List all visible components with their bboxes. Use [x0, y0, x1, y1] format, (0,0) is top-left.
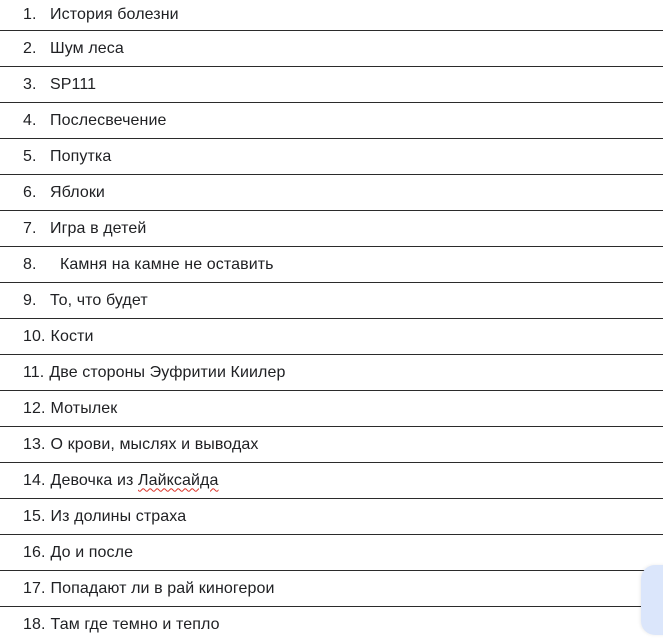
item-number: 6.: [23, 183, 37, 201]
item-number: 13.: [23, 435, 46, 453]
list-item: [0, 607, 663, 643]
item-number: 8.: [23, 255, 37, 273]
item-title: То, что будет: [50, 291, 148, 309]
item-title-text: Девочка из: [50, 471, 134, 489]
item-number: 15.: [23, 507, 46, 525]
item-title: История болезни: [50, 6, 179, 23]
list-item: [0, 103, 663, 139]
list-item: [0, 355, 663, 391]
item-title: SP111: [50, 75, 97, 93]
item-title: Яблоки: [50, 183, 105, 201]
list-item: [0, 319, 663, 355]
item-title: Из долины страха: [50, 507, 187, 525]
list-item: [0, 175, 663, 211]
item-number: 10.: [23, 327, 46, 345]
item-title: Две стороны Эуфритии Киилер: [49, 363, 286, 381]
item-number: 11.: [23, 363, 45, 381]
list-item: [0, 31, 663, 67]
list-item: [0, 571, 663, 607]
list-item: [0, 67, 663, 103]
item-number: 5.: [23, 147, 37, 165]
item-title: О крови, мыслях и выводах: [50, 435, 259, 453]
item-title: Мотылек: [50, 399, 118, 417]
item-title: До и после: [50, 543, 134, 561]
list-item: [0, 283, 663, 319]
item-number: 7.: [23, 219, 37, 237]
item-number: 3.: [23, 75, 37, 93]
item-title: Камня на камне не оставить: [60, 255, 274, 273]
list-item: [0, 535, 663, 571]
item-number: 17.: [23, 579, 46, 597]
item-number: 4.: [23, 111, 37, 129]
item-number: 2.: [23, 39, 37, 57]
item-number: 9.: [23, 291, 37, 309]
list-item: [0, 247, 663, 283]
item-title: Кости: [50, 327, 94, 345]
item-title: [51, 473, 219, 489]
item-number: 14.: [23, 471, 46, 489]
item-title: Игра в детей: [50, 219, 147, 237]
spellcheck-flagged-word[interactable]: Лайксайда: [138, 471, 219, 489]
item-title: Шум леса: [50, 39, 124, 57]
list-item: [0, 0, 663, 31]
item-number: 16.: [23, 543, 46, 561]
item-title: Там где темно и тепло: [50, 616, 220, 633]
list-item: [0, 427, 663, 463]
floating-side-tab[interactable]: [641, 565, 663, 635]
item-number: 12.: [23, 399, 46, 417]
list-item: [0, 211, 663, 247]
item-title: Попутка: [50, 147, 112, 165]
item-title: Попадают ли в рай киногерои: [50, 579, 275, 597]
list-item: [0, 499, 663, 535]
item-number: 1.: [23, 6, 37, 23]
item-title: Послесвечение: [50, 111, 167, 129]
list-item: [0, 139, 663, 175]
item-number: 18.: [23, 616, 46, 633]
list-item: [0, 463, 663, 499]
list-item: [0, 391, 663, 427]
